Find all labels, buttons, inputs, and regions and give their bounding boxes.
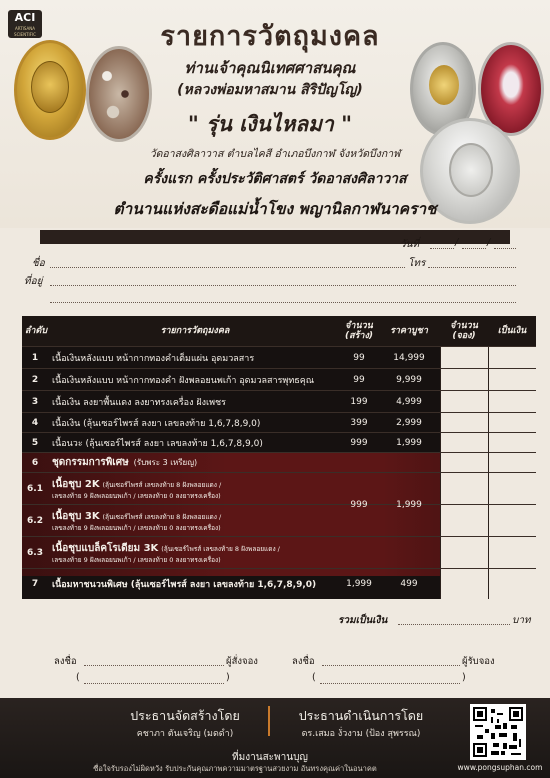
- amount-cell[interactable]: [488, 347, 536, 368]
- first-time-line: ครั้งแรก ครั้งประวัติศาสตร์ วัดอาสงศิลาวาส: [143, 171, 407, 187]
- orderer-name-field[interactable]: [84, 683, 224, 684]
- col-header-no: ลำดับ: [22, 316, 50, 346]
- name-label: ชื่อ: [32, 258, 45, 269]
- special-set-qty: 999: [350, 499, 368, 510]
- amount-cell[interactable]: [488, 569, 536, 599]
- order-qty-cell[interactable]: [440, 473, 488, 504]
- table-row: 1 เนื้อเงินหลังแบบ หน้ากากทองคำเต็มแผ่น อุดมวลสาร 99 14,999: [22, 346, 536, 368]
- exec-name: ดร.เสมอ งั่วงาม (ป้อง สุพรรณ): [301, 729, 421, 739]
- col-header-price: ราคาบูชา: [378, 316, 440, 346]
- phone-field[interactable]: [428, 267, 516, 268]
- chair-name: คชาภา ตันเจริญ (มดดำ): [136, 729, 234, 739]
- address-field-1[interactable]: [50, 285, 516, 286]
- order-qty-cell[interactable]: [440, 391, 488, 412]
- order-qty-cell[interactable]: [440, 369, 488, 390]
- special-sub-row: 6.3 เนื้อชุบแบล็คโรเดียม 3K (ลุ้นเซอร์ไพรส์ เลขลงท้าย 8 ฝังพลอยแดง / เลขลงท้าย 9 ฝังพลอยนพเก้า / เลขลงท้าย 0 ลงยาทรงเครื่อง): [22, 536, 536, 568]
- table-row: 2 เนื้อเงินหลังแบบ หน้ากากทองคำ ฝังพลอยนพเก้า อุดมวลสารพุทธคุณ 99 9,999: [22, 368, 536, 390]
- table-row: 5 เนื้อนวะ (ลุ้นเซอร์ไพรส์ ลงยา เลขลงท้าย 1,6,7,8,9,0) 999 1,999: [22, 432, 536, 452]
- receiver-sign-field[interactable]: [322, 665, 460, 666]
- col-header-item: รายการวัตถุมงคล: [50, 316, 340, 346]
- logo-main: ACI: [14, 11, 36, 24]
- edition-name: " รุ่น เงินไหลมา ": [187, 112, 353, 136]
- aci-logo: [8, 10, 42, 38]
- amount-cell[interactable]: [488, 453, 536, 472]
- order-qty-cell[interactable]: [440, 505, 488, 536]
- temple-address: วัดอาสงศิลาวาส ตำบลไคสี อำเภอบึงกาฬ จังหวัดบึงกาฬ: [149, 148, 401, 160]
- total-field[interactable]: [398, 624, 510, 625]
- footer-separator: [268, 706, 270, 736]
- table-row: 4 เนื้อเงิน (ลุ้นเซอร์ไพรส์ ลงยา เลขลงท้าย 1,6,7,8,9,0) 399 2,999: [22, 412, 536, 432]
- table-row: 3 เนื้อเงิน ลงยาพื้นแดง ลงยาทรงเครื่อง ฝังเพชร 199 4,999: [22, 390, 536, 412]
- order-qty-cell[interactable]: [440, 453, 488, 472]
- receiver-sign-label: ลงชื่อ: [292, 656, 315, 667]
- page-title: รายการวัตถุมงคล: [160, 21, 380, 52]
- total-label: รวมเป็นเงิน: [338, 615, 388, 626]
- special-set-note: (รับพระ 3 เหรียญ): [133, 458, 198, 467]
- monk-name: (หลวงพ่อมหาสมาน สิริปัญโญ): [177, 82, 363, 98]
- disclaimer: ซื่อใจรับรองไม่ผิดหวัง รับประกันคุณภาพความมาตรฐานสวยงาม อันทรงคุณค่าในอนาคต: [93, 764, 377, 773]
- date-month-field[interactable]: [462, 248, 486, 249]
- date-year-field[interactable]: [494, 248, 516, 249]
- total-unit: บาท: [512, 615, 531, 626]
- order-qty-cell[interactable]: [440, 347, 488, 368]
- form-header-bar: [40, 230, 510, 244]
- website-link[interactable]: www.pongsuphan.com: [457, 763, 543, 772]
- amount-cell[interactable]: [488, 505, 536, 536]
- receiver-name-field[interactable]: [320, 683, 460, 684]
- qr-code-icon[interactable]: [470, 704, 526, 760]
- order-qty-cell[interactable]: [440, 433, 488, 452]
- special-set-name: ชุดกรรมการพิเศษ: [52, 457, 129, 468]
- date-label: วันที่: [400, 239, 420, 250]
- chair-title: ประธานจัดสร้างโดย: [130, 708, 240, 723]
- address-label: ที่อยู่: [24, 276, 43, 287]
- orderer-sign-label: ลงชื่อ: [54, 656, 77, 667]
- orderer-role: ผู้สั่งจอง: [226, 656, 258, 667]
- date-day-field[interactable]: [430, 248, 454, 249]
- special-sub-row: 6.1 เนื้อชุบ 2K (ลุ้นเซอร์ไพรส์ เลขลงท้าย 8 ฝังพลอยแดง / เลขลงท้าย 9 ฝังพลอยนพเก้า / เลขลงท้าย 0 ลงยาทรงเครื่อง): [22, 472, 536, 504]
- receiver-role: ผู้รับจอง: [462, 656, 495, 667]
- order-info-section: วันที่ / / ชื่อ โทร ที่อยู่: [0, 228, 550, 318]
- special-sub-row: 6.2 เนื้อชุบ 3K (ลุ้นเซอร์ไพรส์ เลขลงท้าย 8 ฝังพลอยแดง / เลขลงท้าย 9 ฝังพลอยนพเก้า / เลขลงท้าย 0 ลงยาทรงเครื่อง) 999 1,999: [22, 504, 536, 536]
- exec-title: ประธานดำเนินการโดย: [298, 708, 424, 723]
- order-qty-cell[interactable]: [440, 413, 488, 432]
- col-header-qty: จำนวน (สร้าง): [340, 316, 378, 346]
- address-field-2[interactable]: [50, 302, 516, 303]
- amount-cell[interactable]: [488, 369, 536, 390]
- table-row: 7 เนื้อมหาชนวนพิเศษ (ลุ้นเซอร์ไพรส์ ลงยา เลขลงท้าย 1,6,7,8,9,0) 1,999 499: [22, 568, 536, 599]
- name-field[interactable]: [50, 267, 405, 268]
- item-table: [22, 316, 536, 599]
- order-qty-cell[interactable]: [440, 537, 488, 568]
- amount-cell[interactable]: [488, 537, 536, 568]
- col-header-order-qty: จำนวน (จอง): [440, 316, 488, 346]
- orderer-sign-field[interactable]: [84, 665, 224, 666]
- monk-title: ท่านเจ้าคุณนิเทศศาสนคุณ: [184, 59, 356, 77]
- amount-cell[interactable]: [488, 413, 536, 432]
- amount-cell[interactable]: [488, 391, 536, 412]
- phone-label: โทร: [408, 258, 426, 269]
- amount-cell[interactable]: [488, 433, 536, 452]
- office-name: ที่มงานสะพานบุญ: [232, 752, 308, 763]
- special-set-price: 1,999: [396, 499, 422, 510]
- col-header-amount: เป็นเงิน: [488, 316, 536, 346]
- special-set-row: 6 ชุดกรรมการพิเศษ (รับพระ 3 เหรียญ): [22, 452, 536, 472]
- amount-cell[interactable]: [488, 473, 536, 504]
- header: [0, 0, 550, 228]
- order-form-page: ACI ARTISANA SCIENTIFIC รายการวัตถุมงคล ท่านเจ้าคุณนิเทศศาสนคุณ (หลวงพ่อมหาสมาน สิริปัญโญ) " รุ่น เงินไหลมา " วัดอาสงศิลาวาส ตำบลไคสี อำเภอบึงกาฬ จังหวัดบึงกาฬ ครั้งแรก ครั้งประวัติศาสตร์ วัดอาสงศิลาวาส ตำนานแห่งสะดือแม่น้ำโขง พญานิลกาฬนาคราช วันที่ / / ชื่อ โทร ที่อยู่ ลำดับ รายการวัตถุมงคล จำนวน (สร้าง) ราคาบูชา จำนวน (จอง) เป็นเงิน 1 เนื้อเงินหลังแบบ หน้ากากทองคำเต็มแผ่น อุดมวลสาร 99 14,999 2 เนื้อเงินหลังแบบ หน้ากากทองคำ ฝังพลอยนพเก้า อุดมวลสารพุทธคุณ 99 9,999 3 เนื้อเงิน ลงยาพื้นแดง ลงยาทรงเครื่อง ฝังเพชร 199 4,999 4 เนื้อเงิน (ลุ้นเซอร์ไพรส์ ลงยา เลขลงท้าย 1,6,7,8,9,0) 399 2,999 5 เนื้อนวะ (ลุ้นเซอร์ไพรส์ ลงยา เลขลงท้าย 1,6,7,8,9,0) 999 1,999 6 ชุดกรรมการพิเศษ (รับพระ 3 เหรียญ) 6.1 เนื้อชุบ 2K (ลุ้นเซอร์ไพรส์ เลขลงท้าย 8 ฝังพลอยแดง / เลขลงท้าย 9 ฝังพลอยนพเก้า / เลขลงท้าย 0 ลงยาทรงเครื่อง) 6.2 เนื้อชุบ 3K (ลุ้นเซอร์ไพรส์ เลขลงท้าย 8 ฝังพลอยแดง / เลขลงท้าย 9 ฝังพลอยนพเก้า / เลขลงท้าย 0 ลงยาทรงเครื่อง) 999 1,999 6.3 เนื้อชุบแบล็คโรเดียม 3K (ลุ้นเซอร์ไพรส์ เลขลงท้าย 8 ฝังพลอยแดง / เลขลงท้าย 9 ฝังพลอยนพเก้า / เลขลงท้าย 0 ลงยาทรงเครื่อง) 7 เนื้อมหาชนวนพิเศษ (ลุ้นเซอร์ไพรส์ ลงยา เลขลงท้าย 1,6,7,8,9,0) 1,999 499 รวมเป็นเงิน บาท ลงชื่อ ผู้สั่งจอง ( ) ลงชื่อ ผู้รับจอง ( ) ประธานจัดสร้างโดย คชาภา ตันเจริญ (มดดำ) ประธานดำเนินการโดย ดร.เสมอ งั่วงาม (ป้อง สุพรรณ) ที่มงานสะพานบุญ ซื่อใจรับรองไม่ผิดหวัง รับประกันคุณภาพความมาตรฐานสวยงาม อันทรงคุณค่าในอนาคต www.pongsuphan.com: [0, 0, 550, 778]
- legend-line: ตำนานแห่งสะดือแม่น้ำโขง พญานิลกาฬนาคราช: [113, 200, 437, 218]
- logo-sub: ARTISANA SCIENTIFIC: [14, 26, 36, 37]
- gold-medal-image: [14, 40, 86, 140]
- order-qty-cell[interactable]: [440, 569, 488, 599]
